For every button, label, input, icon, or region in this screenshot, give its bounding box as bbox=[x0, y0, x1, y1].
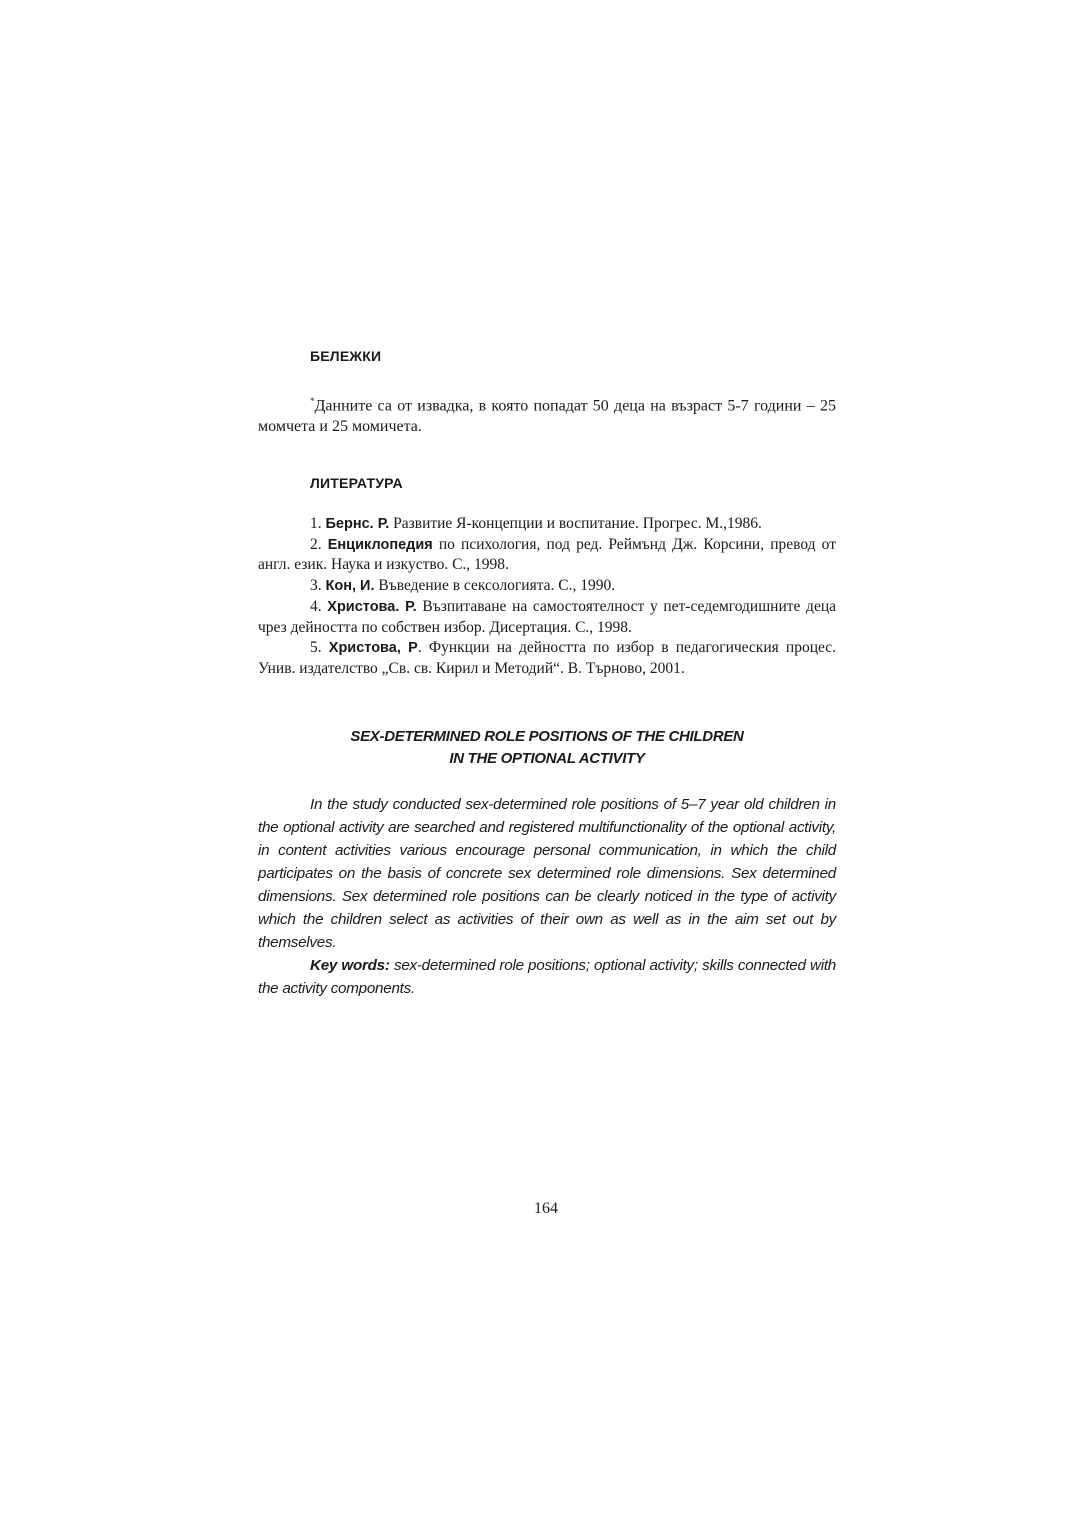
keywords-label: Key words: bbox=[310, 957, 390, 974]
ref-number: 3. bbox=[310, 577, 322, 595]
abstract-text: In the study conducted sex-determined role positions of 5–7 year old children in the optional activity are searched and registered multifunctionality of the optional activity, in content activities various encourage personal communication, in which the child participates on the basis of concrete sex determined role dimensions. Sex determined dimensions. Sex determined role positions can be clearly noticed in the type of activity which the children select as activities of their own as well as in the aim set out by themselves. bbox=[258, 796, 836, 951]
footnote-text: Данните са от извадка, в която попадат 50 деца на възраст 5-7 години – 25 момчета и 25 момичета. bbox=[258, 397, 836, 436]
ref-details: . Функции на дейността по избор в педагогическия процес. Унив. издателство „Св. св. Кирил и Методий“. В. Търново, 2001. bbox=[258, 639, 837, 677]
literature-ref bbox=[258, 576, 836, 597]
summary-title-line1: SEX-DETERMINED ROLE POSITIONS OF THE CHILDREN bbox=[350, 728, 744, 745]
summary-title bbox=[258, 726, 836, 770]
ref-details: Възпитаване на самостоятелност у пет-седемгодишните деца чрез дейността по собствен избор. Дисертация. С., 1998. bbox=[258, 597, 836, 636]
keywords-paragraph bbox=[258, 954, 836, 1000]
literature-heading: ЛИТЕРАТУРА bbox=[310, 475, 403, 491]
ref-author: Христова, Р bbox=[328, 640, 418, 657]
summary-abstract bbox=[258, 793, 836, 1000]
ref-author: Бернс. Р. bbox=[325, 516, 390, 532]
literature-ref bbox=[258, 638, 836, 679]
ref-author: Кон, И. bbox=[325, 578, 375, 595]
ref-number: 4. bbox=[310, 597, 322, 615]
page-number: 164 bbox=[534, 1200, 558, 1217]
literature-ref bbox=[258, 535, 836, 576]
notes-heading: БЕЛЕЖКИ bbox=[310, 348, 382, 364]
footnote-mark: * bbox=[310, 396, 315, 406]
ref-number: 1. bbox=[310, 515, 322, 532]
ref-author: Христова. Р. bbox=[327, 598, 417, 615]
ref-details: по психология, под ред. Реймънд Дж. Корсини, превод от англ. език. Наука и изкуство. С., 1998. bbox=[258, 535, 836, 574]
literature-ref bbox=[258, 597, 836, 638]
ref-author: Енциклопедия bbox=[327, 536, 433, 553]
ref-details: Въведение в сексологията. С., 1990. bbox=[374, 577, 616, 595]
literature-ref bbox=[258, 514, 836, 535]
notes-footnote bbox=[258, 391, 836, 437]
literature-list bbox=[258, 514, 836, 680]
keywords-text: sex-determined role positions; optional activity; skills connected with the activity components. bbox=[258, 957, 836, 997]
ref-number: 5. bbox=[310, 639, 322, 657]
summary-title-line2: IN THE OPTIONAL ACTIVITY bbox=[449, 750, 645, 767]
ref-number: 2. bbox=[310, 535, 322, 553]
ref-details: Развитие Я-концепции и воспитание. Прогрес. М.,1986. bbox=[389, 515, 762, 532]
